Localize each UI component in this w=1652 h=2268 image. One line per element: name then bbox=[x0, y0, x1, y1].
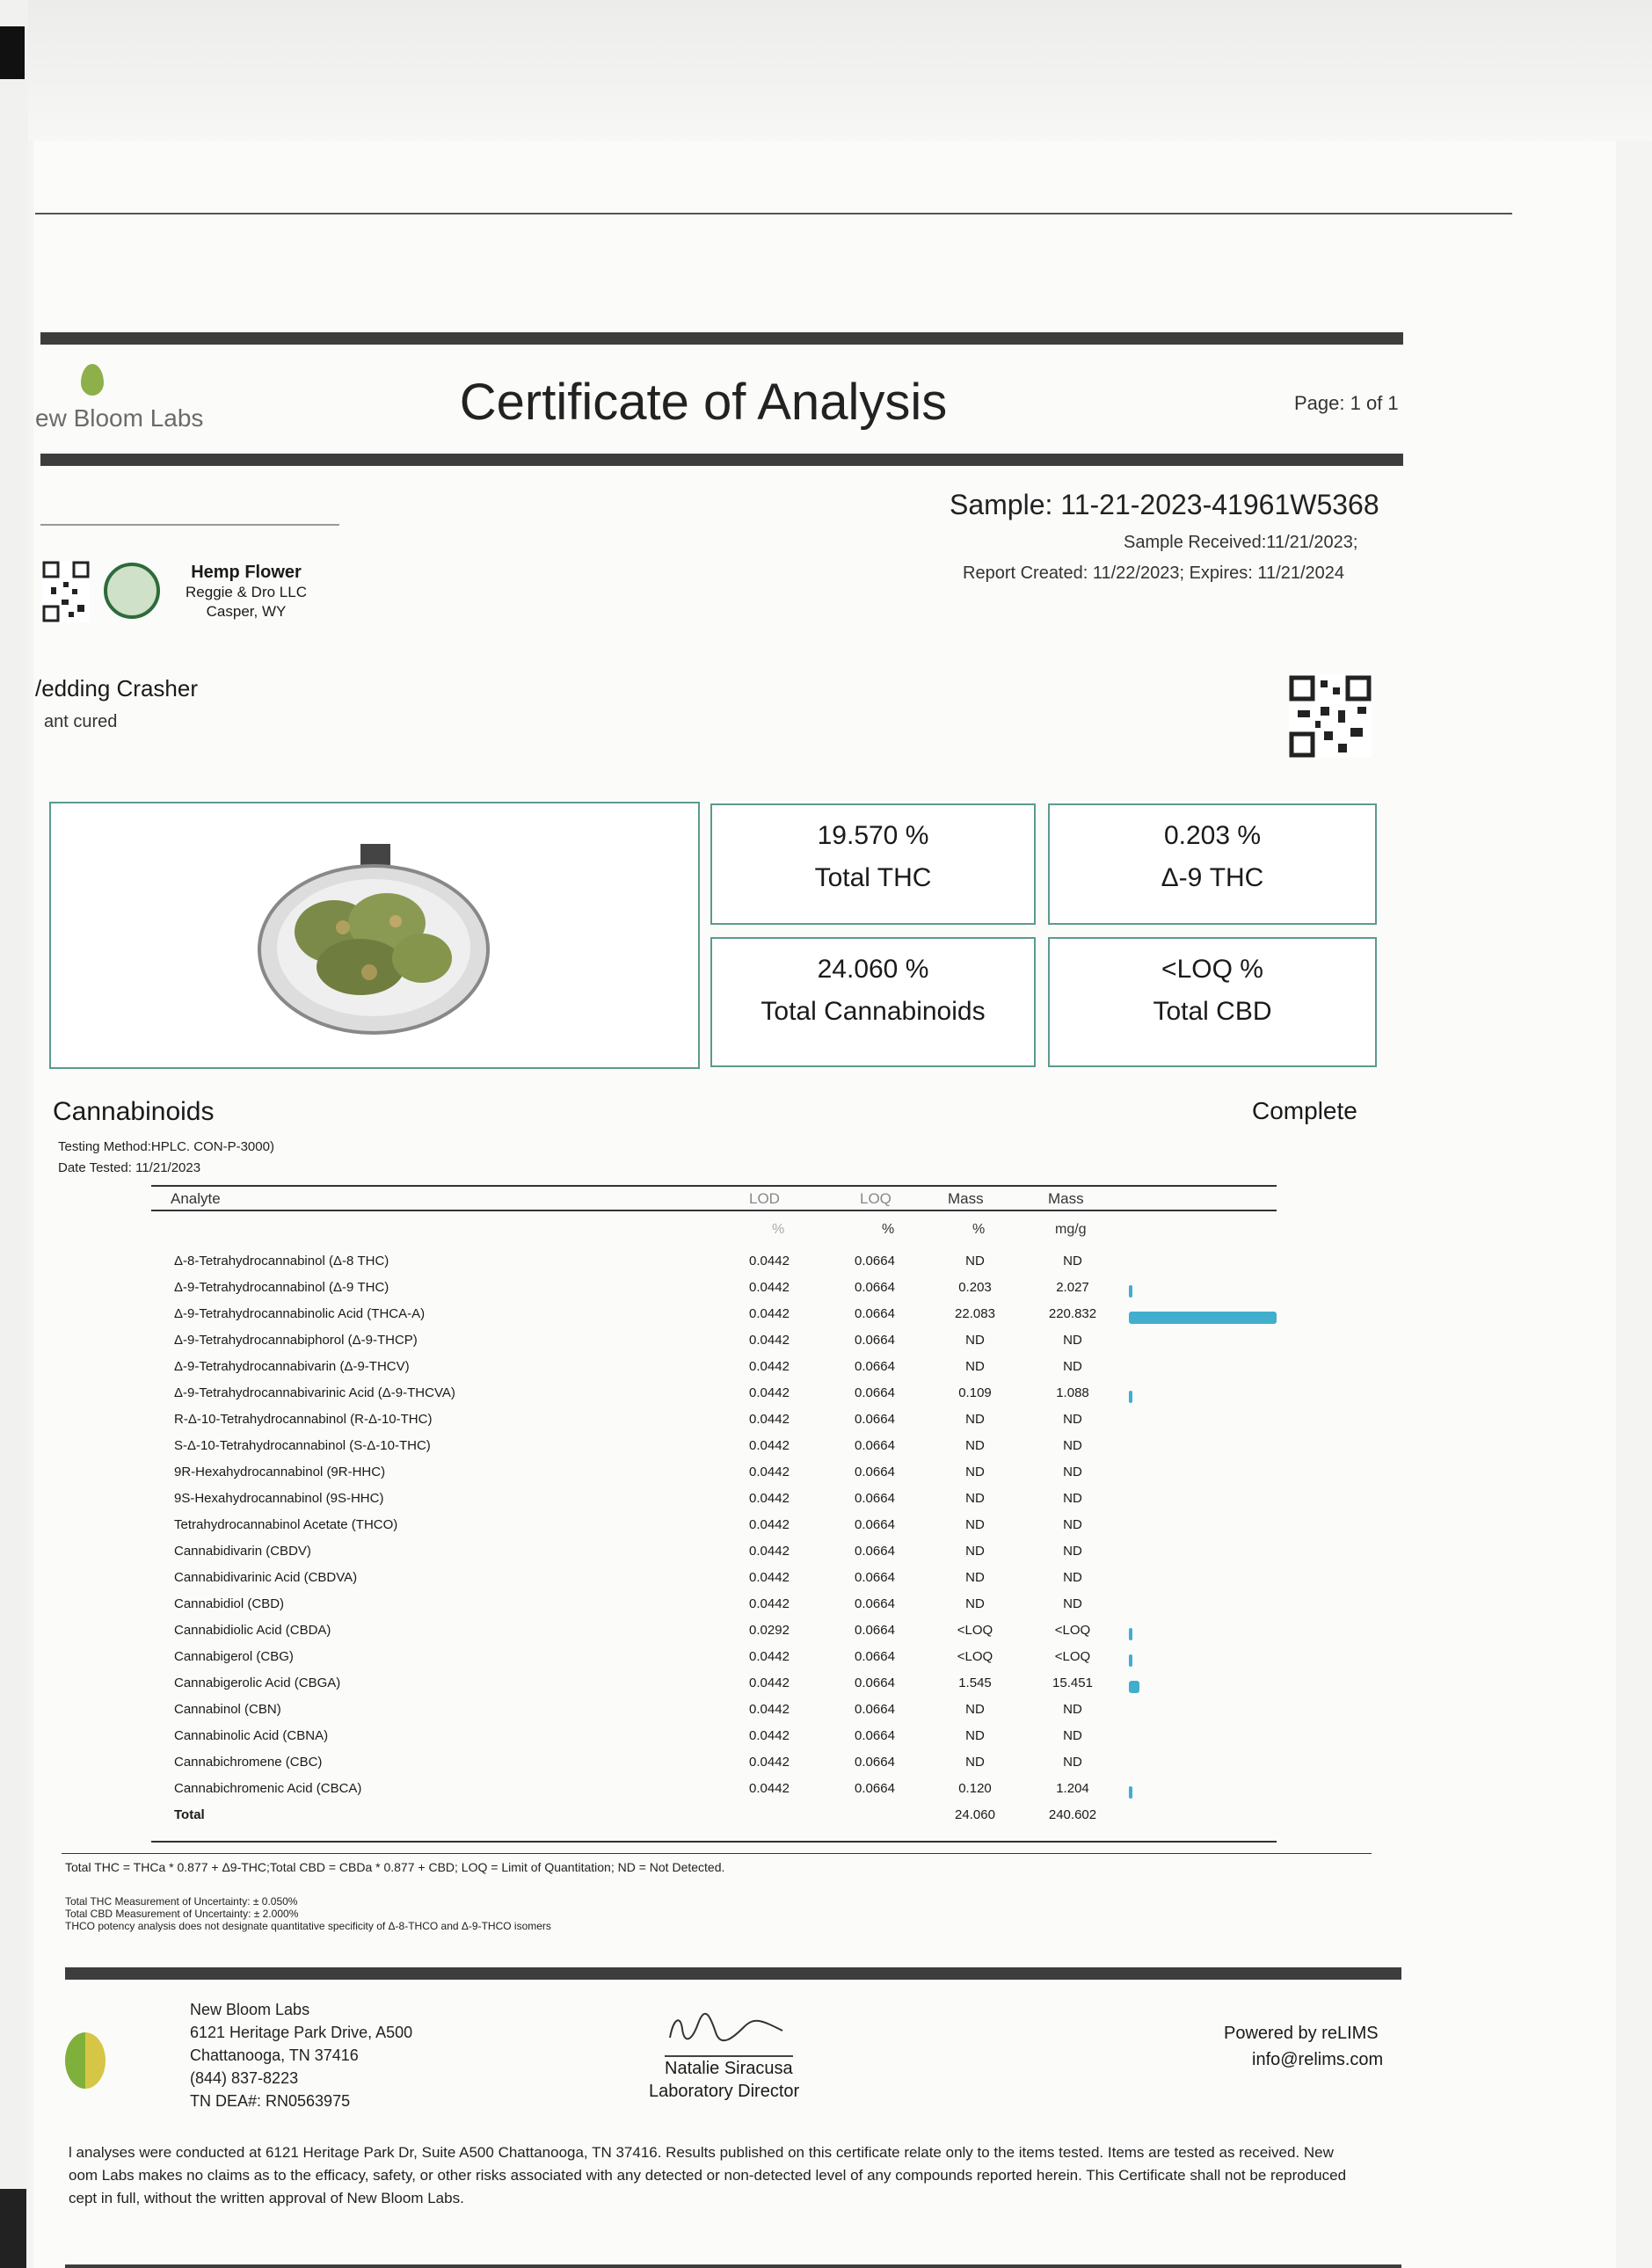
table-row bbox=[0, 1359, 1652, 1385]
table-row bbox=[0, 1280, 1652, 1306]
table-rule bbox=[151, 1185, 1277, 1187]
mass-bar bbox=[1129, 1312, 1277, 1324]
stat-total-cbd bbox=[1048, 937, 1377, 1067]
mass-mg-cell: ND bbox=[1063, 1412, 1082, 1427]
lod-cell: 0.0442 bbox=[749, 1544, 790, 1559]
mass-pct-cell: ND bbox=[965, 1359, 985, 1374]
table-row bbox=[0, 1755, 1652, 1781]
loq-cell: 0.0664 bbox=[855, 1412, 895, 1427]
loq-cell: 0.0664 bbox=[855, 1333, 895, 1348]
table-total-row bbox=[0, 1807, 1652, 1834]
mass-pct-cell: ND bbox=[965, 1544, 985, 1559]
mass-mg-cell: ND bbox=[1063, 1491, 1082, 1506]
total-pct: 24.060 bbox=[955, 1807, 995, 1822]
mass-bar bbox=[1129, 1391, 1132, 1403]
divider bbox=[40, 524, 339, 526]
loq-cell: 0.0664 bbox=[855, 1306, 895, 1321]
mass-pct-cell: ND bbox=[965, 1465, 985, 1479]
analyte-cell: Δ-8-Tetrahydrocannabinol (Δ-8 THC) bbox=[174, 1254, 389, 1268]
mass-pct-cell: ND bbox=[965, 1728, 985, 1743]
loq-cell: 0.0664 bbox=[855, 1385, 895, 1400]
table-rule bbox=[151, 1210, 1277, 1211]
table-row bbox=[0, 1385, 1652, 1412]
lod-cell: 0.0442 bbox=[749, 1755, 790, 1770]
footer-band bbox=[65, 2264, 1401, 2268]
loq-cell: 0.0664 bbox=[855, 1702, 895, 1717]
mass-pct-cell: <LOQ bbox=[957, 1649, 993, 1664]
strain-name: /edding Crasher bbox=[35, 675, 198, 701]
mass-bar bbox=[1129, 1285, 1132, 1298]
page-title: Certificate of Analysis bbox=[459, 374, 948, 431]
contact-email[interactable]: info@relims.com bbox=[1252, 2050, 1384, 2069]
analyte-cell: 9S-Hexahydrocannabinol (9S-HHC) bbox=[174, 1491, 384, 1506]
client-location: Casper, WY bbox=[206, 603, 287, 620]
mass-pct-cell: ND bbox=[965, 1333, 985, 1348]
stat-delta9-thc bbox=[1048, 803, 1377, 925]
loq-cell: 0.0664 bbox=[855, 1781, 895, 1796]
analyte-cell: Cannabigerol (CBG) bbox=[174, 1649, 294, 1664]
definitions-note: Total THC = THCa * 0.877 + Δ9-THC;Total CBD = CBDa * 0.877 + CBD; LOQ = Limit of Quantitation; ND = Not Detected. bbox=[65, 1860, 725, 1874]
divider bbox=[35, 213, 1512, 214]
product-type: Hemp Flower bbox=[191, 563, 302, 582]
mass-mg-cell: ND bbox=[1063, 1517, 1082, 1532]
mass-mg-cell: <LOQ bbox=[1054, 1623, 1091, 1638]
analyte-cell: Δ-9-Tetrahydrocannabiphorol (Δ-9-THCP) bbox=[174, 1333, 418, 1348]
table-row bbox=[0, 1702, 1652, 1728]
stat-total-cannabinoids bbox=[710, 937, 1036, 1067]
footer-city: Chattanooga, TN 37416 bbox=[190, 2046, 359, 2064]
date-tested: Date Tested: 11/21/2023 bbox=[58, 1160, 201, 1175]
sample-photo bbox=[255, 844, 492, 1046]
lod-cell: 0.0442 bbox=[749, 1491, 790, 1506]
analyte-cell: Cannabidiolic Acid (CBDA) bbox=[174, 1623, 331, 1638]
lod-cell: 0.0442 bbox=[749, 1781, 790, 1796]
stat-value: 0.203 % bbox=[1163, 821, 1262, 850]
analyte-cell: Cannabidivarin (CBDV) bbox=[174, 1544, 311, 1559]
sample-id: Sample: 11-21-2023-41961W5368 bbox=[950, 489, 1379, 520]
unit-mass-mg: mg/g bbox=[1055, 1222, 1087, 1237]
loq-cell: 0.0664 bbox=[855, 1465, 895, 1479]
status-complete: Complete bbox=[1252, 1097, 1357, 1124]
loq-cell: 0.0664 bbox=[855, 1728, 895, 1743]
analyte-cell: Δ-9-Tetrahydrocannabinol (Δ-9 THC) bbox=[174, 1280, 389, 1295]
mass-pct-cell: <LOQ bbox=[957, 1623, 993, 1638]
table-row bbox=[0, 1333, 1652, 1359]
signature bbox=[665, 2011, 788, 2046]
mass-mg-cell: ND bbox=[1063, 1570, 1082, 1585]
mass-pct-cell: 22.083 bbox=[955, 1306, 995, 1321]
loq-cell: 0.0664 bbox=[855, 1280, 895, 1295]
lod-cell: 0.0442 bbox=[749, 1438, 790, 1453]
table-row bbox=[0, 1623, 1652, 1649]
col-analyte: Analyte bbox=[171, 1190, 221, 1207]
lod-cell: 0.0442 bbox=[749, 1728, 790, 1743]
mass-mg-cell: ND bbox=[1063, 1596, 1082, 1611]
total-mg: 240.602 bbox=[1048, 1807, 1097, 1822]
mass-mg-cell: ND bbox=[1063, 1702, 1082, 1717]
photo-edge bbox=[0, 0, 28, 2268]
mass-pct-cell: ND bbox=[965, 1491, 985, 1506]
mass-pct-cell: 0.109 bbox=[958, 1385, 992, 1400]
analyte-cell: Cannabidivarinic Acid (CBDVA) bbox=[174, 1570, 358, 1585]
loq-cell: 0.0664 bbox=[855, 1649, 895, 1664]
table-row bbox=[0, 1728, 1652, 1755]
lod-cell: 0.0442 bbox=[749, 1649, 790, 1664]
mass-mg-cell: 1.204 bbox=[1056, 1781, 1089, 1796]
lod-cell: 0.0442 bbox=[749, 1306, 790, 1321]
qr-code-icon bbox=[42, 561, 90, 622]
mass-mg-cell: ND bbox=[1063, 1438, 1082, 1453]
mass-pct-cell: 0.203 bbox=[958, 1280, 992, 1295]
stat-value: 19.570 % bbox=[817, 821, 929, 850]
loq-cell: 0.0664 bbox=[855, 1359, 895, 1374]
col-lod: LOD bbox=[749, 1190, 780, 1207]
loq-cell: 0.0664 bbox=[855, 1676, 895, 1690]
table-row bbox=[0, 1544, 1652, 1570]
loq-cell: 0.0664 bbox=[855, 1517, 895, 1532]
loq-cell: 0.0664 bbox=[855, 1254, 895, 1268]
stat-label: Total Cannabinoids bbox=[761, 997, 986, 1026]
stat-label: Δ-9 THC bbox=[1161, 863, 1264, 892]
powered-by: Powered by reLIMS bbox=[1224, 2024, 1379, 2043]
mass-mg-cell: 15.451 bbox=[1052, 1676, 1093, 1690]
footer-dea: TN DEA#: RN0563975 bbox=[190, 2092, 351, 2110]
table-row bbox=[0, 1596, 1652, 1623]
disclaimer-line: l analyses were conducted at 6121 Heritage Park Dr, Suite A500 Chattanooga, TN 37416. Results published on this certificate relate only to the items tested. Items are tested as received. New bbox=[69, 2144, 1334, 2161]
qr-code-icon bbox=[1289, 675, 1372, 758]
loq-cell: 0.0664 bbox=[855, 1623, 895, 1638]
stat-label: Total THC bbox=[814, 863, 932, 892]
mass-mg-cell: ND bbox=[1063, 1544, 1082, 1559]
disclaimer-line: cept in full, without the written approval of New Bloom Labs. bbox=[69, 2190, 464, 2206]
lod-cell: 0.0442 bbox=[749, 1517, 790, 1532]
analyte-cell: 9R-Hexahydrocannabinol (9R-HHC) bbox=[174, 1465, 386, 1479]
section-title: Cannabinoids bbox=[53, 1097, 215, 1126]
client-logo bbox=[104, 563, 160, 619]
loq-cell: 0.0664 bbox=[855, 1570, 895, 1585]
footer-street: 6121 Heritage Park Drive, A500 bbox=[190, 2024, 413, 2041]
analyte-cell: Δ-9-Tetrahydrocannabivarinic Acid (Δ-9-THCVA) bbox=[174, 1385, 455, 1400]
lod-cell: 0.0442 bbox=[749, 1676, 790, 1690]
leaf-logo-icon bbox=[65, 2032, 106, 2089]
mass-pct-cell: ND bbox=[965, 1596, 985, 1611]
total-label: Total bbox=[174, 1807, 205, 1822]
table-row bbox=[0, 1306, 1652, 1333]
mass-pct-cell: ND bbox=[965, 1438, 985, 1453]
analyte-cell: Cannabichromene (CBC) bbox=[174, 1755, 323, 1770]
analyte-cell: Tetrahydrocannabinol Acetate (THCO) bbox=[174, 1517, 398, 1532]
signer-title: Laboratory Director bbox=[649, 2082, 800, 2101]
mass-bar bbox=[1129, 1681, 1139, 1693]
mass-pct-cell: 0.120 bbox=[958, 1781, 992, 1796]
loq-cell: 0.0664 bbox=[855, 1755, 895, 1770]
sample-received: Sample Received:11/21/2023; bbox=[1124, 533, 1358, 552]
table-row bbox=[0, 1781, 1652, 1807]
mass-mg-cell: ND bbox=[1063, 1359, 1082, 1374]
col-mass-pct: Mass bbox=[948, 1190, 984, 1207]
thco-note: THCO potency analysis does not designate quantitative specificity of Δ-8-THCO and Δ-9-THCO isomers bbox=[65, 1920, 551, 1932]
paper-fold bbox=[28, 0, 1652, 141]
client-company: Reggie & Dro LLC bbox=[186, 584, 307, 600]
footer-lab-name: New Bloom Labs bbox=[190, 2001, 310, 2018]
table-row bbox=[0, 1676, 1652, 1702]
analyte-cell: Cannabinol (CBN) bbox=[174, 1702, 281, 1717]
mass-pct-cell: ND bbox=[965, 1570, 985, 1585]
unit-lod: % bbox=[772, 1222, 785, 1237]
table-row bbox=[0, 1465, 1652, 1491]
mass-mg-cell: 2.027 bbox=[1056, 1280, 1089, 1295]
header-band-bottom bbox=[40, 454, 1403, 466]
analyte-cell: Cannabinolic Acid (CBNA) bbox=[174, 1728, 329, 1743]
analyte-cell: Δ-9-Tetrahydrocannabivarin (Δ-9-THCV) bbox=[174, 1359, 410, 1374]
mass-mg-cell: 220.832 bbox=[1048, 1306, 1097, 1321]
analyte-cell: S-Δ-10-Tetrahydrocannabinol (S-Δ-10-THC) bbox=[174, 1438, 431, 1453]
stat-total-thc bbox=[710, 803, 1036, 925]
table-row bbox=[0, 1570, 1652, 1596]
loq-cell: 0.0664 bbox=[855, 1491, 895, 1506]
mass-mg-cell: ND bbox=[1063, 1333, 1082, 1348]
unit-mass-pct: % bbox=[972, 1222, 986, 1237]
mass-mg-cell: ND bbox=[1063, 1465, 1082, 1479]
signer-name: Natalie Siracusa bbox=[665, 2055, 793, 2079]
analyte-cell: Cannabidiol (CBD) bbox=[174, 1596, 285, 1611]
stat-label: Total CBD bbox=[1153, 997, 1272, 1026]
table-row bbox=[0, 1412, 1652, 1438]
table-row bbox=[0, 1438, 1652, 1465]
header-band-top bbox=[40, 332, 1403, 345]
stat-value: <LOQ % bbox=[1161, 955, 1263, 984]
mass-pct-cell: ND bbox=[965, 1517, 985, 1532]
lod-cell: 0.0442 bbox=[749, 1465, 790, 1479]
analyte-cell: Δ-9-Tetrahydrocannabinolic Acid (THCA-A) bbox=[174, 1306, 426, 1321]
analyte-cell: Cannabichromenic Acid (CBCA) bbox=[174, 1781, 362, 1796]
col-loq: LOQ bbox=[860, 1190, 891, 1207]
col-mass-mg: Mass bbox=[1048, 1190, 1084, 1207]
table-rule bbox=[62, 1853, 1372, 1854]
lod-cell: 0.0442 bbox=[749, 1412, 790, 1427]
report-created: Report Created: 11/22/2023; Expires: 11/21/2024 bbox=[963, 563, 1344, 583]
mass-bar bbox=[1129, 1654, 1132, 1667]
table-row bbox=[0, 1491, 1652, 1517]
table-rule bbox=[151, 1841, 1277, 1843]
stat-value: 24.060 % bbox=[817, 955, 929, 984]
testing-method: Testing Method:HPLC. CON-P-3000) bbox=[58, 1139, 274, 1154]
loq-cell: 0.0664 bbox=[855, 1544, 895, 1559]
analyte-cell: R-Δ-10-Tetrahydrocannabinol (R-Δ-10-THC) bbox=[174, 1412, 433, 1427]
cbd-uncertainty: Total CBD Measurement of Uncertainty: ± 2.000% bbox=[65, 1908, 299, 1920]
table-row bbox=[0, 1517, 1652, 1544]
lod-cell: 0.0442 bbox=[749, 1596, 790, 1611]
disclaimer-line: oom Labs makes no claims as to the efficacy, safety, or other risks associated with any detected or non-detected level of any compounds reported herein. This Certificate shall not be reproduced bbox=[69, 2167, 1347, 2184]
lab-logo-text: ew Bloom Labs bbox=[35, 404, 204, 432]
loq-cell: 0.0664 bbox=[855, 1438, 895, 1453]
mass-mg-cell: ND bbox=[1063, 1728, 1082, 1743]
footer-band bbox=[65, 1967, 1401, 1980]
lod-cell: 0.0442 bbox=[749, 1359, 790, 1374]
mass-pct-cell: 1.545 bbox=[958, 1676, 992, 1690]
analyte-cell: Cannabigerolic Acid (CBGA) bbox=[174, 1676, 341, 1690]
mass-pct-cell: ND bbox=[965, 1702, 985, 1717]
lod-cell: 0.0442 bbox=[749, 1280, 790, 1295]
footer-phone: (844) 837-8223 bbox=[190, 2069, 299, 2087]
mass-pct-cell: ND bbox=[965, 1254, 985, 1268]
disclaimer bbox=[69, 2141, 1387, 2210]
mass-pct-cell: ND bbox=[965, 1755, 985, 1770]
strain-type: ant cured bbox=[44, 712, 118, 731]
mass-mg-cell: <LOQ bbox=[1054, 1649, 1091, 1664]
mass-bar bbox=[1129, 1786, 1132, 1799]
page-number: Page: 1 of 1 bbox=[1294, 392, 1399, 414]
mass-mg-cell: 1.088 bbox=[1056, 1385, 1089, 1400]
lod-cell: 0.0292 bbox=[749, 1623, 790, 1638]
lod-cell: 0.0442 bbox=[749, 1254, 790, 1268]
table-row bbox=[0, 1254, 1652, 1280]
loq-cell: 0.0664 bbox=[855, 1596, 895, 1611]
lod-cell: 0.0442 bbox=[749, 1385, 790, 1400]
lod-cell: 0.0442 bbox=[749, 1570, 790, 1585]
lod-cell: 0.0442 bbox=[749, 1702, 790, 1717]
table-row bbox=[0, 1649, 1652, 1676]
thc-uncertainty: Total THC Measurement of Uncertainty: ± 0.050% bbox=[65, 1895, 298, 1908]
mass-bar bbox=[1129, 1628, 1132, 1640]
mass-mg-cell: ND bbox=[1063, 1755, 1082, 1770]
lod-cell: 0.0442 bbox=[749, 1333, 790, 1348]
mass-pct-cell: ND bbox=[965, 1412, 985, 1427]
unit-loq: % bbox=[882, 1222, 895, 1237]
mass-mg-cell: ND bbox=[1063, 1254, 1082, 1268]
